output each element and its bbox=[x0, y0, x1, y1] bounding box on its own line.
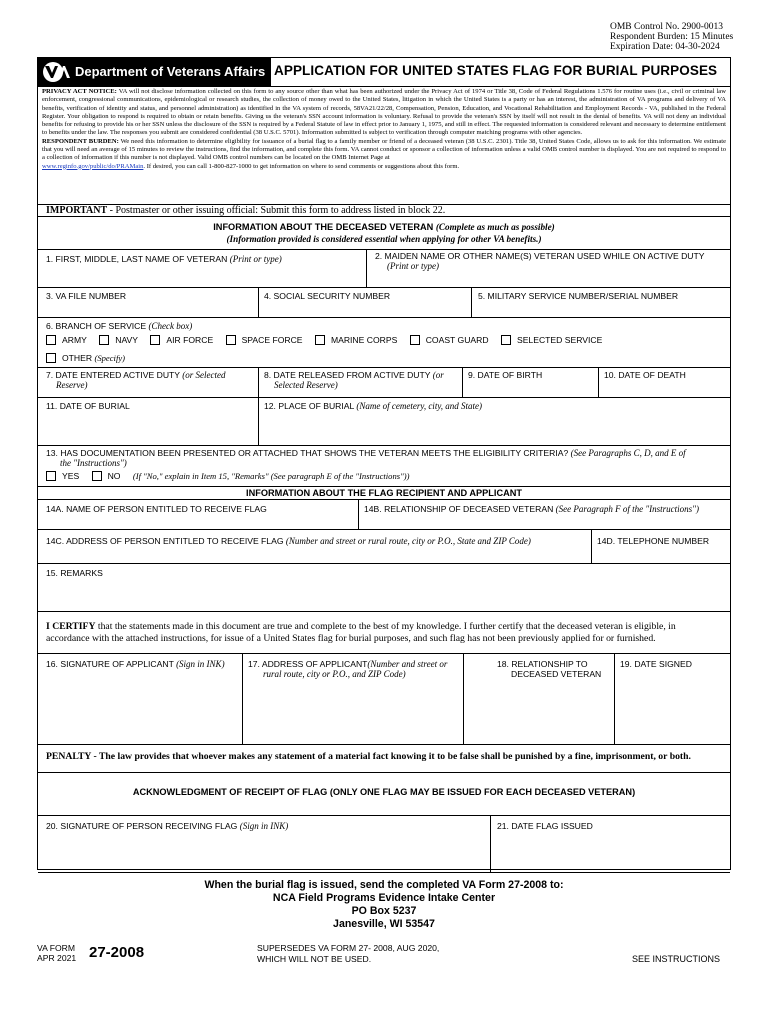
field-applicant-address[interactable] bbox=[248, 659, 447, 679]
field-17-note: (Number and street or bbox=[367, 659, 448, 669]
footer-supersedes-line-1: SUPERSEDES VA FORM 27- 2008, AUG 2020, bbox=[257, 943, 440, 953]
va-logo bbox=[38, 58, 271, 86]
mailing-address-block bbox=[37, 879, 731, 931]
field-date-flag-issued[interactable]: 21. DATE FLAG ISSUED bbox=[497, 821, 593, 831]
important-label: IMPORTANT bbox=[46, 205, 108, 216]
footer-form-label: VA FORM bbox=[37, 943, 76, 953]
respondent-burden-tail: . If desired, you can call 1-800-827-1000 to get information on where to send comments or suggestions about this form. bbox=[143, 162, 460, 170]
no-checkbox[interactable] bbox=[92, 471, 102, 481]
field-veteran-name[interactable] bbox=[46, 254, 282, 264]
field-date-released[interactable] bbox=[264, 370, 444, 390]
section-veteran-subtitle: (Information provided is considered essential when applying for other VA benefits.) bbox=[226, 234, 542, 244]
field-8-note2: Selected Reserve) bbox=[274, 380, 338, 390]
marine-corps-checkbox[interactable] bbox=[315, 335, 325, 345]
section-veteran-note: (Complete as much as possible) bbox=[435, 222, 555, 232]
field-recipient-address[interactable] bbox=[46, 536, 531, 546]
omb-burden: Respondent Burden: 15 Minutes bbox=[610, 32, 734, 42]
yes-checkbox[interactable] bbox=[46, 471, 56, 481]
respondent-burden-text: We need this information to determine eligibility for issuance of a burial flag to a family member or friend of a deceased veteran (38 U.S.C. 2301). Title 38, United States Code, allows us to ask for this information. We estimate that you will need an average of 15 minutes to review the instructions, find the information, and complete this form. VA cannot conduct or sponsor a collection of information unless a valid OMB control number is displayed. You are not required to respond to a collection of information if this number is not displayed. Valid OMB control numbers can be located on the OMB Internet Page at bbox=[42, 137, 727, 162]
important-text: - Postmaster or other issuing official: Submit this form to address listed in block 22. bbox=[107, 205, 446, 216]
certify-text-2: accordance with the attached instructions, for issue of a United States flag for burial purposes, and such flag has not been previously applied for or furnished. bbox=[46, 633, 656, 644]
va-seal-icon bbox=[42, 61, 72, 83]
footer-form-date: APR 2021 bbox=[37, 953, 77, 963]
field-place-of-burial[interactable] bbox=[264, 401, 482, 411]
field-2-note: (Print or type) bbox=[387, 261, 439, 271]
omb-link[interactable]: www.reginfo.gov/public/do/PRAMain bbox=[42, 162, 144, 170]
penalty-statement bbox=[46, 752, 691, 762]
omb-control-number: OMB Control No. 2900-0013 bbox=[610, 22, 723, 32]
field-17-label: 17. ADDRESS OF APPLICANT bbox=[248, 659, 368, 669]
section-veteran-title bbox=[38, 222, 730, 233]
field-13-label: 13. HAS DOCUMENTATION BEEN PRESENTED OR ATTACHED THAT SHOWS THE VETERAN MEETS THE ELIGIBILITY CRITERIA? bbox=[46, 448, 569, 458]
field-7-label: 7. DATE ENTERED ACTIVE DUTY bbox=[46, 370, 180, 380]
important-notice bbox=[46, 206, 445, 216]
field-8-label: 8. DATE RELEASED FROM ACTIVE DUTY bbox=[264, 370, 431, 380]
mailing-line-1: When the burial flag is issued, send the completed VA Form 27-2008 to: bbox=[204, 879, 564, 891]
branch-space-force-label: SPACE FORCE bbox=[241, 335, 303, 345]
field-service-number[interactable]: 5. MILITARY SERVICE NUMBER/SERIAL NUMBER bbox=[478, 291, 679, 301]
navy-checkbox[interactable] bbox=[99, 335, 109, 345]
field-date-entered[interactable] bbox=[46, 370, 226, 390]
other-branch-row bbox=[46, 353, 125, 363]
acknowledgment-title: ACKNOWLEDGMENT OF RECEIPT OF FLAG (ONLY ONE FLAG MAY BE ISSUED FOR EACH DECEASED VETERAN) bbox=[132, 787, 636, 797]
field-20-note: (Sign in INK) bbox=[239, 821, 289, 831]
field-17-note2: rural route, city or P.O., and ZIP Code) bbox=[263, 669, 406, 679]
field-12-note: (Name of cemetery, city, and State) bbox=[356, 401, 483, 411]
field-14b-label: 14B. RELATIONSHIP OF DECEASED VETERAN bbox=[364, 504, 554, 514]
coast-guard-checkbox[interactable] bbox=[410, 335, 420, 345]
field-recipient-name[interactable]: 14A. NAME OF PERSON ENTITLED TO RECEIVE FLAG bbox=[46, 504, 267, 514]
field-2-label: 2. MAIDEN NAME OR OTHER NAME(S) VETERAN USED WHILE ON ACTIVE DUTY bbox=[375, 251, 705, 261]
footer-form-id bbox=[37, 943, 76, 963]
certify-text: that the statements made in this document are true and complete to the best of my knowledge. I further certify that the deceased veteran is eligible, in bbox=[95, 621, 676, 632]
branch-marine-corps-label: MARINE CORPS bbox=[330, 335, 398, 345]
field-20-label: 20. SIGNATURE OF PERSON RECEIVING FLAG bbox=[46, 821, 238, 831]
field-13-note2: the "Instructions") bbox=[60, 458, 127, 468]
branch-air-force-label: AIR FORCE bbox=[166, 335, 214, 345]
branch-checkbox-row bbox=[46, 335, 612, 345]
respondent-burden-label: RESPONDENT BURDEN: bbox=[42, 137, 119, 145]
form-header bbox=[38, 58, 730, 87]
army-checkbox[interactable] bbox=[46, 335, 56, 345]
field-12-label: 12. PLACE OF BURIAL bbox=[264, 401, 354, 411]
field-telephone[interactable]: 14D. TELEPHONE NUMBER bbox=[597, 536, 710, 546]
field-applicant-relationship[interactable] bbox=[497, 659, 601, 679]
branch-coast-guard-label: COAST GUARD bbox=[425, 335, 489, 345]
privacy-act-text: VA will not disclose information collected on this form to any source other than what has been authorized under the Privacy Act of 1974 or Title 38, Code of Federal Regulations 1.576 for routine uses (i.e., civil or criminal law enforcement, congressional communications, epidemiological or research studies, the collection of money owed to the United States, litigation in which the United States is a party or has an interest, the administration of VA programs and delivery of VA benefits, verification of identity and status, and personnel administration) as identified in the VA system of records, 58VA21/22/28, Compensation, Pension, Education, and Vocational Rehabilitation and Employment Records - VA, published in the Federal Register. Your obligation to respond is required to obtain or retain benefits. Giving us the veteran's SSN account information is voluntary. Refusal to provide the veteran's SSN by itself will not result in the denial of benefits. VA will not deny an individual benefits for refusing to provide his or her SSN unless the disclosure of the SSN is required by a Federal Statute of law in effect prior to January 1, 1975, and still in effect. The requested information is considered relevant and necessary to determine entitlement to benefits under the law. The responses you submit are considered confidential (38 U.S.C. 5701). Information submitted is subject to verification through computer matching programs with other agencies. bbox=[42, 88, 726, 137]
field-8-note: (or bbox=[432, 370, 444, 380]
space-force-checkbox[interactable] bbox=[226, 335, 236, 345]
section-veteran-heading: INFORMATION ABOUT THE DECEASED VETERAN bbox=[213, 222, 434, 232]
omb-info bbox=[610, 22, 733, 52]
mailing-line-2: NCA Field Programs Evidence Intake Center bbox=[272, 892, 496, 904]
footer-supersedes-line-2: WHICH WILL NOT BE USED. bbox=[257, 954, 372, 964]
field-date-of-death[interactable]: 10. DATE OF DEATH bbox=[604, 370, 686, 380]
footer-supersedes bbox=[257, 943, 439, 965]
other-note: (Specify) bbox=[94, 353, 126, 363]
field-6-label: 6. BRANCH OF SERVICE bbox=[46, 321, 147, 331]
field-14b-note: (See Paragraph F of the "Instructions") bbox=[555, 504, 699, 514]
field-date-signed[interactable]: 19. DATE SIGNED bbox=[620, 659, 692, 669]
field-date-of-birth[interactable]: 9. DATE OF BIRTH bbox=[468, 370, 543, 380]
field-13-note: (See Paragraphs C, D, and E of bbox=[570, 448, 686, 458]
privacy-notice bbox=[42, 88, 726, 171]
field-16-label: 16. SIGNATURE OF APPLICANT bbox=[46, 659, 174, 669]
other-label: OTHER bbox=[62, 353, 93, 363]
field-eligibility-documentation bbox=[46, 448, 686, 468]
yes-label: YES bbox=[62, 471, 80, 481]
field-ssn[interactable]: 4. SOCIAL SECURITY NUMBER bbox=[264, 291, 391, 301]
field-1-label: 1. FIRST, MIDDLE, LAST NAME OF VETERAN bbox=[46, 254, 228, 264]
branch-army-label: ARMY bbox=[62, 335, 87, 345]
field-maiden-name[interactable] bbox=[375, 251, 704, 271]
other-checkbox[interactable] bbox=[46, 353, 56, 363]
certification-statement bbox=[46, 621, 676, 645]
eligibility-checkbox-row bbox=[46, 471, 409, 481]
privacy-act-label: PRIVACY ACT NOTICE: bbox=[42, 88, 117, 95]
penalty-text: - The law provides that whoever makes any statement of a material fact knowing it to be false shall be punished by a fine, imprisonment, or both. bbox=[91, 751, 691, 762]
flag-application-form bbox=[37, 57, 731, 870]
branch-navy-label: NAVY bbox=[115, 335, 138, 345]
field-18-label-2: DECEASED VETERAN bbox=[511, 669, 602, 679]
field-13-explain-note: (If "No," explain in Item 15, "Remarks" (See paragraph E of the "Instructions")) bbox=[132, 471, 410, 481]
footer-see-instructions: SEE INSTRUCTIONS bbox=[632, 954, 721, 964]
field-1-note: (Print or type) bbox=[229, 254, 282, 264]
selected-service-checkbox[interactable] bbox=[501, 335, 511, 345]
field-receiver-signature[interactable] bbox=[46, 821, 288, 831]
field-6-note: (Check box) bbox=[148, 321, 193, 331]
field-7-note2: Reserve) bbox=[56, 380, 88, 390]
field-recipient-relationship[interactable] bbox=[364, 504, 699, 514]
no-label: NO bbox=[107, 471, 121, 481]
mailing-line-3: PO Box 5237 bbox=[351, 905, 417, 917]
field-va-file-number[interactable]: 3. VA FILE NUMBER bbox=[46, 291, 127, 301]
field-7-note: (or Selected bbox=[182, 370, 226, 380]
omb-expiration: Expiration Date: 04-30-2024 bbox=[610, 42, 720, 52]
field-remarks[interactable]: 15. REMARKS bbox=[46, 568, 103, 578]
field-branch-of-service bbox=[46, 321, 192, 331]
field-16-note: (Sign in INK) bbox=[176, 659, 225, 669]
field-14c-label: 14C. ADDRESS OF PERSON ENTITLED TO RECEIVE FLAG bbox=[46, 536, 284, 546]
air-force-checkbox[interactable] bbox=[150, 335, 160, 345]
certify-label: I CERTIFY bbox=[46, 621, 96, 632]
department-name: Department of Veterans Affairs bbox=[75, 64, 266, 79]
field-14c-note: (Number and street or rural route, city or P.O., State and ZIP Code) bbox=[285, 536, 531, 546]
penalty-label: PENALTY bbox=[46, 751, 92, 762]
mailing-line-4: Janesville, WI 53547 bbox=[333, 918, 435, 930]
form-title: APPLICATION FOR UNITED STATES FLAG FOR BURIAL PURPOSES bbox=[274, 63, 718, 78]
footer-form-number: 27-2008 bbox=[89, 944, 145, 961]
field-18-label: 18. RELATIONSHIP TO bbox=[497, 659, 588, 669]
branch-selected-service-label: SELECTED SERVICE bbox=[516, 335, 603, 345]
field-date-of-burial[interactable]: 11. DATE OF BURIAL bbox=[46, 401, 130, 411]
field-applicant-signature[interactable] bbox=[46, 659, 225, 669]
section-recipient-title: INFORMATION ABOUT THE FLAG RECIPIENT AND APPLICANT bbox=[246, 488, 522, 498]
